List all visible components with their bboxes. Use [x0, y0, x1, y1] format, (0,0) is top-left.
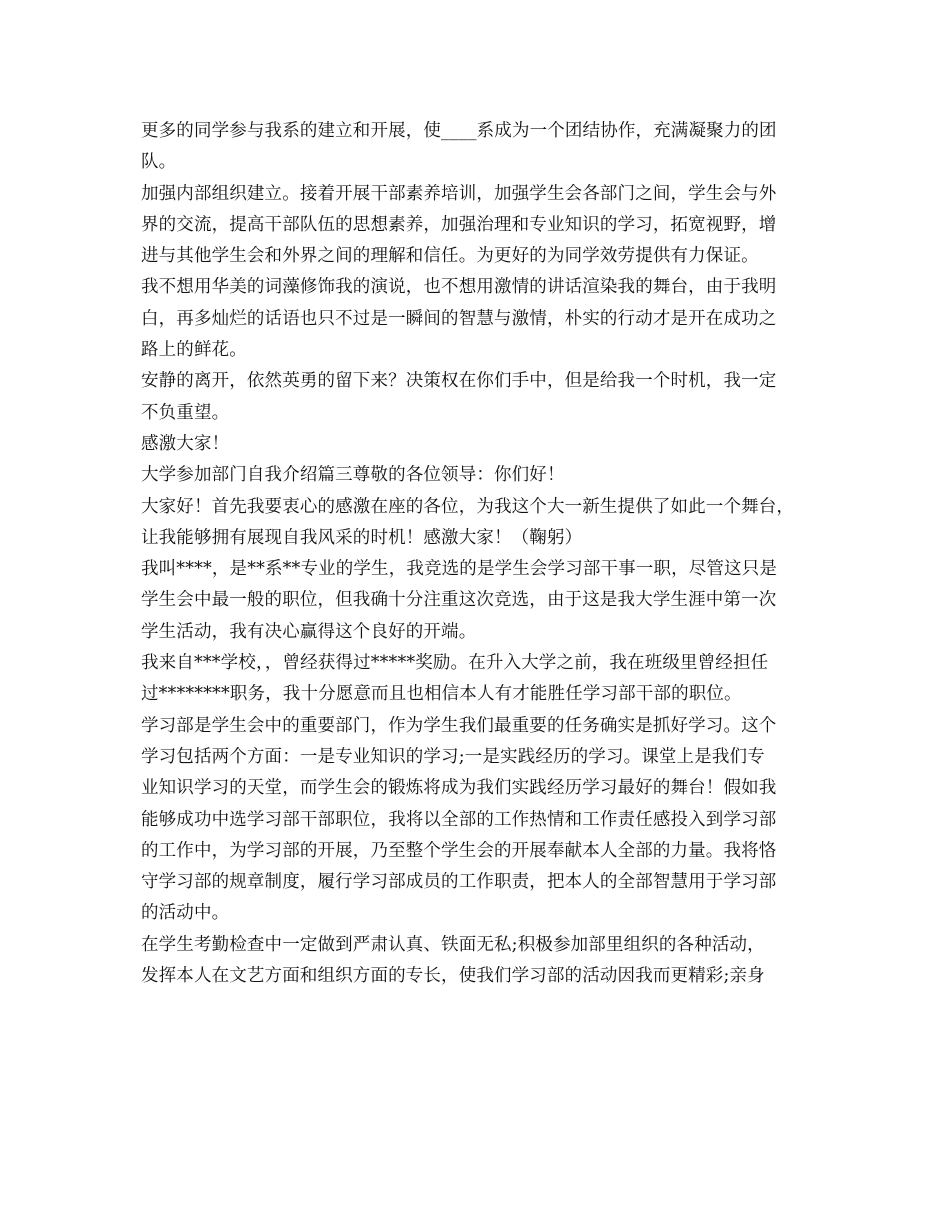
section-heading: 大学参加部门自我介绍篇三尊敬的各位领导：你们好！	[141, 465, 565, 486]
text-line: 让我能够拥有展现自我风采的时机！感激大家！（鞠躬）	[141, 527, 583, 548]
text-line: 感激大家！	[141, 433, 230, 454]
text-line: 更多的同学参与我系的建立和开展，使____系成为一个团结协作，充满凝聚力的团	[141, 121, 777, 141]
text-line: 界的交流，提高干部队伍的思想素养，加强治理和专业知识的学习，拓宽视野，增	[141, 214, 777, 235]
text-line: 能够成功中选学习部干部职位，我将以全部的工作热情和工作责任感投入到学习部	[141, 809, 777, 830]
text-line: 进与其他学生会和外界之间的理解和信任。为更好的为同学效劳提供有力保证。	[141, 246, 759, 267]
text-line: 我不想用华美的词藻修饰我的演说，也不想用激情的讲话渲染我的舞台，由于我明	[141, 277, 777, 298]
text-line: 我叫****，是**系**专业的学生，我竞选的是学生会学习部干事一职，尽管这只是	[141, 559, 777, 580]
text-line: 我来自***学校，，曾经获得过*****奖励。在升入大学之前，我在班级里曾经担任	[141, 653, 769, 674]
text-line: 学习包括两个方面：一是专业知识的学习;一是实践经历的学习。课堂上是我们专	[141, 746, 765, 767]
text-line: 加强内部组织建立。接着开展干部素养培训，加强学生会各部门之间，学生会与外	[141, 183, 777, 204]
text-line: 发挥本人在文艺方面和组织方面的专长，使我们学习部的活动因我而更精彩;亲身	[141, 966, 765, 987]
text-line: 守学习部的规章制度，履行学习部成员的工作职责，把本人的全部智慧用于学习部	[141, 872, 777, 893]
text-line: 的工作中，为学习部的开展，乃至整个学生会的开展奉献本人全部的力量。我将恪	[141, 840, 777, 861]
text-line: 在学生考勤检查中一定做到严肃认真、铁面无私;积极参加部里组织的各种活动，	[141, 934, 765, 955]
text-line: 不负重望。	[141, 402, 230, 423]
text-line: 过********职务，我十分愿意而且也相信本人有才能胜任学习部干部的职位。	[141, 684, 742, 705]
text-line: 安静的离开，依然英勇的留下来？决策权在你们手中，但是给我一个时机，我一定	[141, 371, 777, 392]
text-line: 的活动中。	[141, 903, 230, 924]
document-body	[141, 116, 821, 992]
text-line: 学生会中最一般的职位，但我确十分注重这次竞选，由于这是我大学生涯中第一次	[141, 590, 777, 611]
text-line: 路上的鲜花。	[141, 340, 247, 361]
text-line: 学生活动，我有决心赢得这个良好的开端。	[141, 621, 477, 642]
text-line: 大家好！首先我要衷心的感激在座的各位，为我这个大一新生提供了如此一个舞台，	[141, 496, 795, 517]
text-line: 业知识学习的天堂，而学生会的锻炼将成为我们实践经历学习最好的舞台！假如我	[141, 778, 777, 799]
text-line: 队。	[141, 152, 177, 173]
text-line: 白，再多灿烂的话语也只不过是一瞬间的智慧与激情，朴实的行动才是开在成功之	[141, 308, 777, 329]
text-line: 学习部是学生会中的重要部门，作为学生我们最重要的任务确实是抓好学习。这个	[141, 715, 777, 736]
